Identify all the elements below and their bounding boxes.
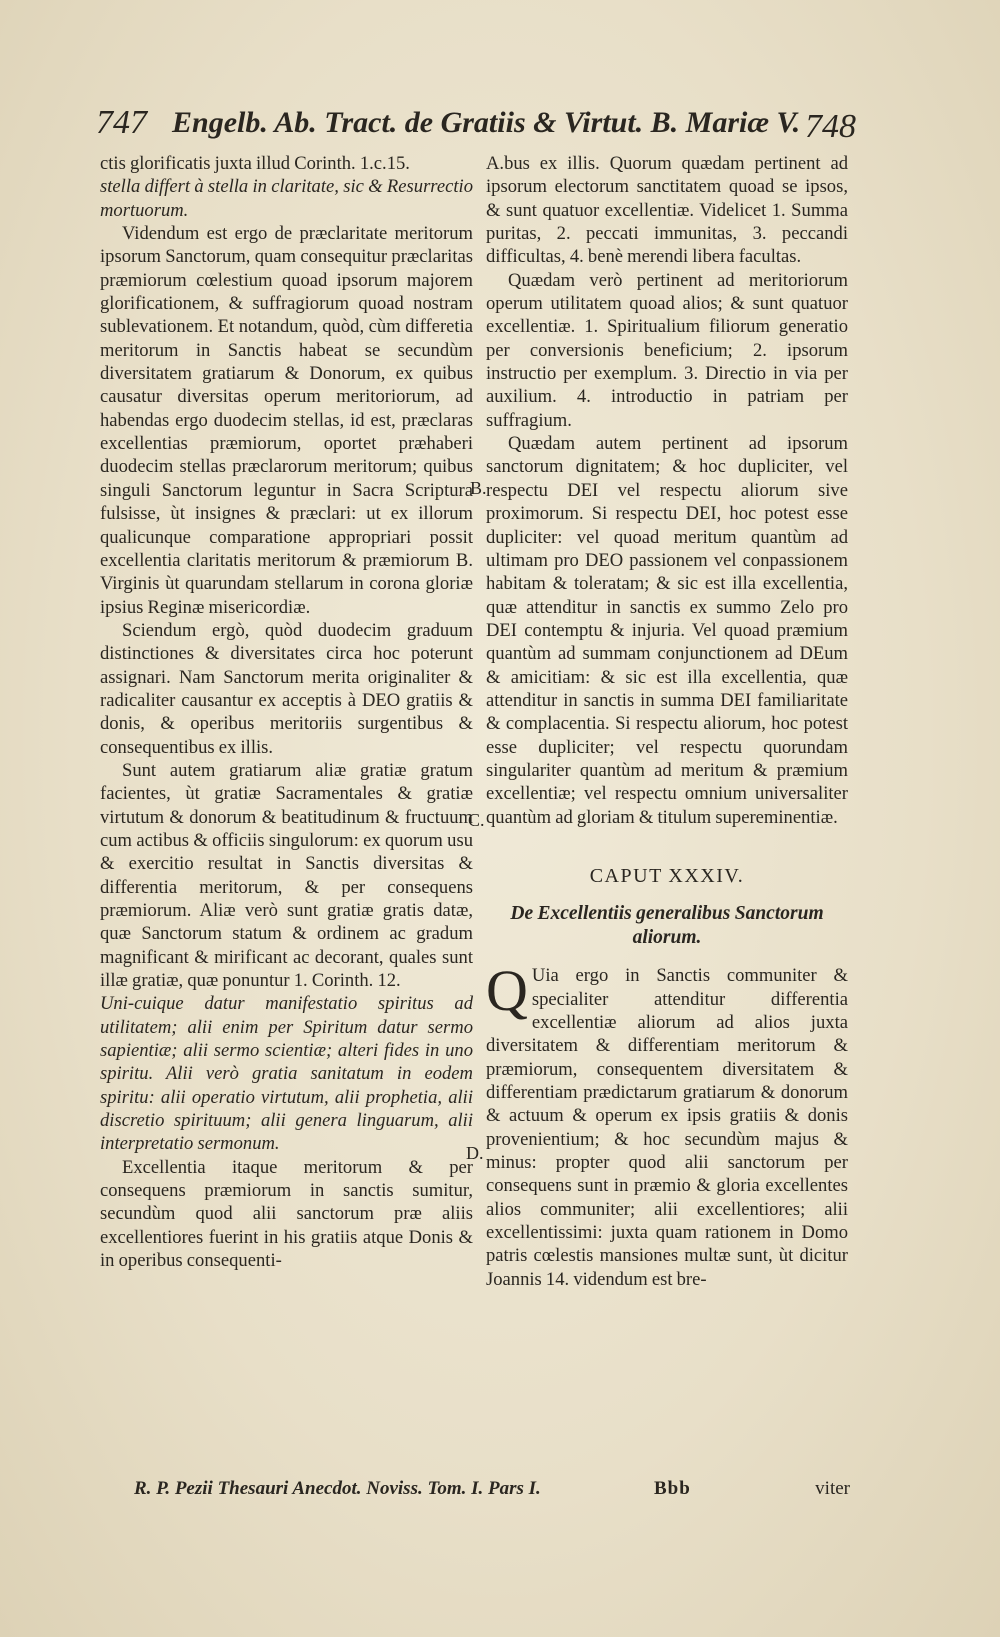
printer-signature: R. P. Pezii Thesauri Anecdot. Noviss. Tom. I. Pars I. [134, 1478, 541, 1499]
margin-letter-d: D. [466, 1143, 484, 1163]
drop-cap: Q [486, 958, 528, 1024]
paragraph: Excellentia itaque meritorum & per consequens præmiorum in sanctis sumitur, secundùm quod alii sanctorum præ aliis excellentiores fuerint in his gratiis atque Donis & in operibus consequenti- [100, 1156, 473, 1272]
gathering-mark: Bbb [654, 1478, 691, 1499]
paragraph: A.bus ex illis. Quorum quædam pertinent ad ipsorum electorum sanctitatem quoad se ipsos, & sunt quatuor excellentiæ. Videlicet 1. Summa puritas, 2. peccati immunitas, 3. peccandi difficultas, 4. benè merendi libera facultas. [486, 153, 848, 268]
page-footer [134, 1478, 850, 1504]
paragraph: Quædam verò pertinent ad meritoriorum operum utilitatem quoad alios; & sunt quatuor excellentiæ. 1. Spiritualium filiorum generatio per conversionis beneficium; 2. ipsorum instructio per exemplum. 3. Directio in via per auxilium. 4. introductio in patriam per suffragium. [486, 269, 848, 431]
paragraph: Quædam autem pertinent ad ipsorum sanctorum dignitatem; & hoc dupliciter, vel respectu DEI vel respectu aliorum sive proximorum. Si respectu DEI, hoc potest esse dupliciter: vel quoad meritum quantùm ad ultimam pro DEO passionem vel conpassionem habitam & toleratam; & sic est illa excellentia, quæ attenditur in sanctis ex summo Zelo pro DEI contemptu & injuria. Vel quoad præmium quantùm ad summam conjunctionem ad DEum & amicitiam: & sic est illa excellentia, quæ attenditur in sanctis in summa DEI familiaritate & complacentia. Si respectu aliorum, hoc potest esse dupliciter; vel respectu quorundam singulariter quantùm ad meritum & præmium excellentiæ; vel respectu omnium universaliter quantùm ad gloriam & titulum supereminentiæ. [486, 433, 848, 828]
paragraph: ctis glorificatis juxta illud Corinth. 1.c.15. [100, 153, 410, 174]
paragraph-text: Uia ergo in Sanctis communiter & specialiter attenditur differentia excellentiæ aliorum ad alios juxta diversitatem & differentiam meritorum & præmiorum, consequentem diversitatem & differentiam prædictarum gratiarum & donorum & actuum & operum ex ipsis gratiis & donis provenientium; & hoc secundùm majus & minus: propter quod alii sanctorum per consequens sunt in præmio & gloria excellentes alios communiter; alii excellentiores; alii excellentissimi: juxta quam rationem in Domo patris cœlestis mansiones multæ sunt, ùt dicitur Joannis 14. videndum est bre- [486, 965, 848, 1290]
chapter-heading: CAPUT XXXIV. [589, 864, 745, 887]
margin-letter-b: B. [470, 478, 487, 498]
paragraph: Videndum est ergo de præclaritate meritorum ipsorum Sanctorum, quam consequitur præclaritas præmiorum cœlestium quoad ipsorum majorem glorificationem, & suffragiorum quoad nostram sublevationem. Et notandum, quòd, cùm differetia meritorum in Sanctis habeat se secundùm diversitatem gratiarum & Donorum, ex quibus causatur diversitas operum meritoriorum, ad habendas ergo duodecim stellas, id est, præclaras excellentias præmiorum, oportet præhaberi duodecim stellas præclarorum meritorum; quibus singuli Sanctorum leguntur in Sacra Scriptura fulsisse, ùt insignes & præclari: ut ex illorum qualicunque comparatione appropriari possit excellentia claritatis meritorum & præmiorum B. Virginis ùt quarundam stellarum in corona gloriæ ipsius Reginæ misericordiæ. [100, 223, 473, 618]
scripture-quote: Uni-cuique datur manifestatio spiritus ad utilitatem; alii enim per Spiritum datur sermo sapientiæ; alii sermo scientiæ; alteri fides in uno spiritu. Alii verò gratia sanitatum in eodem spiritu: alii operatio virtutum, alii prophetia, alii discretio spirituum; alii genera linguarum, alii interpretatio sermonum. [100, 993, 473, 1155]
scripture-quote: stella differt à stella in claritate, sic & Resurrectio mortuorum. [100, 176, 473, 221]
chapter-subtitle: De Excellentiis generalibus Sanctorum aliorum. [510, 903, 824, 949]
paragraph: Sunt autem gratiarum aliæ gratiæ gratum facientes, ùt gratiæ Sacramentales & gratiæ virtutum & donorum & beatitudinum & fructuum cum actibus & officiis singulorum: ex quorum usu & exercitio resultat in Sanctis diversitas & differentia meritorum, & per consequens præmiorum. Aliæ verò sunt gratiæ gratis datæ, quæ Sanctorum statum & ordinem ac gradum magnificant & mirificant ac decorant, quales sunt illæ gratiæ, quæ ponuntur 1. Corinth. 12. [100, 759, 473, 992]
left-column [100, 152, 473, 1273]
paragraph: Sciendum ergò, quòd duodecim graduum distinctiones & diversitates circa hoc poterunt assignari. Nam Sanctorum merita originaliter & radicaliter causantur ex acceptis à DEO gratiis & donis, & operibus meritoriis surgentibus & consequentibus ex illis. [100, 619, 473, 758]
running-title: Engelb. Ab. Tract. de Gratiis & Virtut. B. Mariæ V. [172, 106, 801, 139]
page-number-left: 747 [96, 104, 147, 141]
paragraph [486, 958, 848, 1291]
page-number-right: 748 [805, 108, 856, 145]
margin-letter-c: C. [468, 810, 485, 830]
right-column [486, 152, 848, 1291]
catchword: viter [815, 1478, 850, 1499]
page-header [96, 104, 856, 148]
